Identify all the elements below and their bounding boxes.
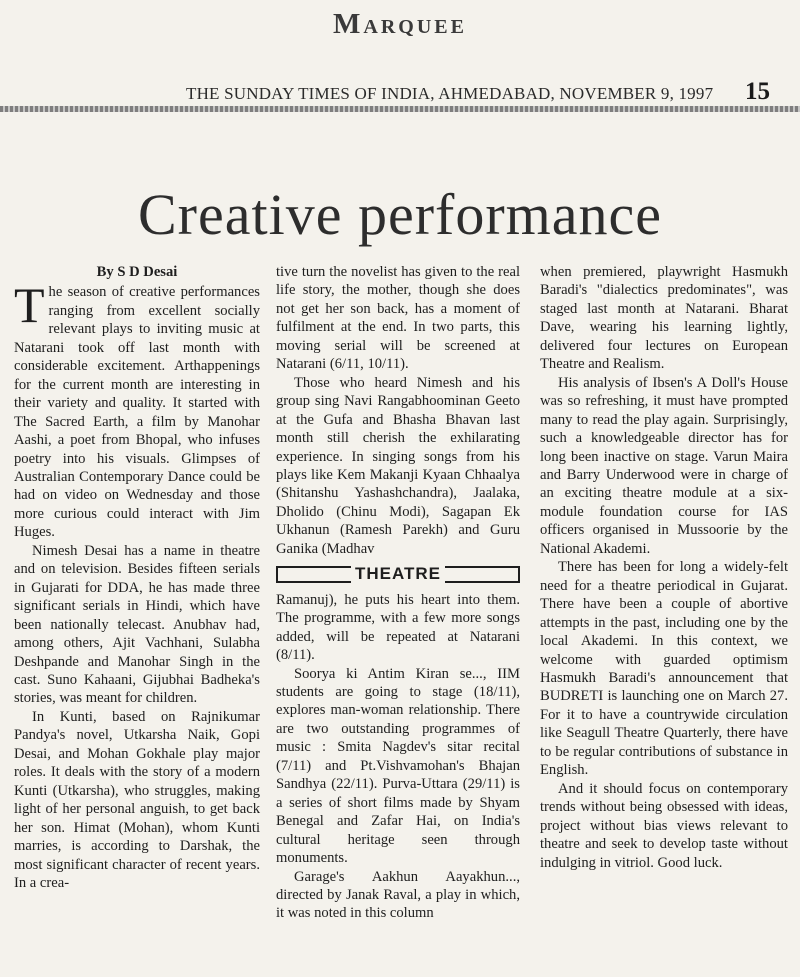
- dateline: THE SUNDAY TIMES OF INDIA, AHMEDABAD, NOVEMBER 9, 1997: [186, 84, 714, 103]
- page-number: 15: [745, 78, 770, 105]
- byline: By S D Desai: [96, 264, 178, 280]
- theatre-label-text: THEATRE: [355, 564, 442, 584]
- paragraph: Nimesh Desai has a name in theatre and on television. Besides fifteen serials in Gujarati for DDA, he has made three significant serials in Hindi, which have been nationally telecast. Anubhav had, among others, Ajit Vachhani, Sulabha Deshpande and Manohar Singh in the cast. Suno Kahaani, Gijubhai Badheka's stories, was meant for children.: [14, 542, 260, 707]
- paragraph: There has been for long a widely-felt need for a theatre periodical in Gujarat. There have been a couple of abortive attempts in the past, including one by the local Akademi. In this context, we welcome with guarded optimism Hasmukh Baradi's announcement that BUDRETI is launching one on March 27. For it to have a countrywide circulation like Seagull Theatre Quarterly, there have to be regular contributions of substance in English.: [540, 559, 788, 779]
- article-column-3: [540, 263, 788, 872]
- label-rule-right: [445, 566, 520, 583]
- paragraph: And it should focus on contemporary trends without being obsessed with ideas, project without bias views relevant to theatre and seek to develop taste without indulging in vitriol. Good luck.: [540, 780, 788, 871]
- drop-cap: T: [14, 277, 45, 334]
- paragraph: In Kunti, based on Rajnikumar Pandya's novel, Utkarsha Naik, Gopi Desai, and Mohan Gokhale play major roles. It deals with the story of a modern Kunti (Utkarsha), who struggles, making light of her personal anguish, to get back her son. Himat (Mohan), whom Kunti marries, is according to Darshak, the most significant character of recent years. In a crea-: [14, 708, 260, 891]
- paragraph: Garage's Aakhun Aayakhun..., directed by Janak Raval, a play in which, it was noted in this column: [276, 868, 520, 922]
- paragraph: His analysis of Ibsen's A Doll's House was so refreshing, it must have prompted many to read the play again. Surprisingly, such a knowledgeable director has for long been inactive on stage. Varun Maira and Barry Underwood were in charge of an exciting theatre module at a six-module foundation course for IAS officers organised in Mussoorie by the National Akademi.: [540, 374, 788, 557]
- section-heading: Marquee: [333, 8, 467, 40]
- article-column-2: [276, 263, 520, 923]
- paragraph: Soorya ki Antim Kiran se..., IIM students are going to stage (18/11), explores man-woman relationship. There are two outstanding programmes of music : Smita Nagdev's sitar recital (7/11) and Pt.Vishvamohan's Bhajan Sandhya (22/11). Purva-Uttara (29/11) is a series of short films made by Shyam Benegal and Zafar Hai, on India's cultural heritage seen through monuments.: [276, 665, 520, 867]
- paragraph: Those who heard Nimesh and his group sing Navi Rangabhoominan Geeto at the Gufa and Bhasha Bhavan last month still cherish the exhilarating experience. In singing songs from his plays like Kem Makanji Kyaan Chhaalya (Shitanshu Yashashchandra), Jaalaka, Dholido (Chinu Modi), Sagapan Ek Ukhanun (Ramesh Parekh) and Guru Ganika (Madhav: [276, 374, 520, 557]
- paragraph: Ramanuj), he puts his heart into them. The programme, with a few more songs added, will be repeated at Natarani (8/11).: [276, 591, 520, 664]
- article-column-1: [14, 263, 260, 892]
- paragraph: tive turn the novelist has given to the real life story, the mother, though she does not get her son back, has a moment of fulfilment at the end. In two parts, this moving serial will be screened at Natarani (6/11, 10/11).: [276, 264, 520, 373]
- paragraph: The season of creative performances ranging from excellent socially relevant plays to inviting music at Natarani took off last month with considerable excitement. Arthappenings for the current month are interesting in their variety and quality. It started with The Sacred Earth, a film by Manohar Aashi, a poet from Bhopal, who infuses poetry into his visuals. Glimpses of Australian Contemporary Dance could be had on video on Wednesday and those more curious could interact with Jim Huges.: [14, 277, 260, 541]
- label-rule-left: [276, 566, 351, 583]
- headline: Creative performance: [138, 182, 662, 247]
- masthead-rule: [0, 106, 800, 112]
- theatre-label: [276, 565, 520, 583]
- paragraph: when premiered, playwright Hasmukh Baradi's "dialectics predominates", was staged last month at Natarani. Bharat Dave, wearing his learning lightly, delivered four lectures on European Theatre and Realism.: [540, 264, 788, 373]
